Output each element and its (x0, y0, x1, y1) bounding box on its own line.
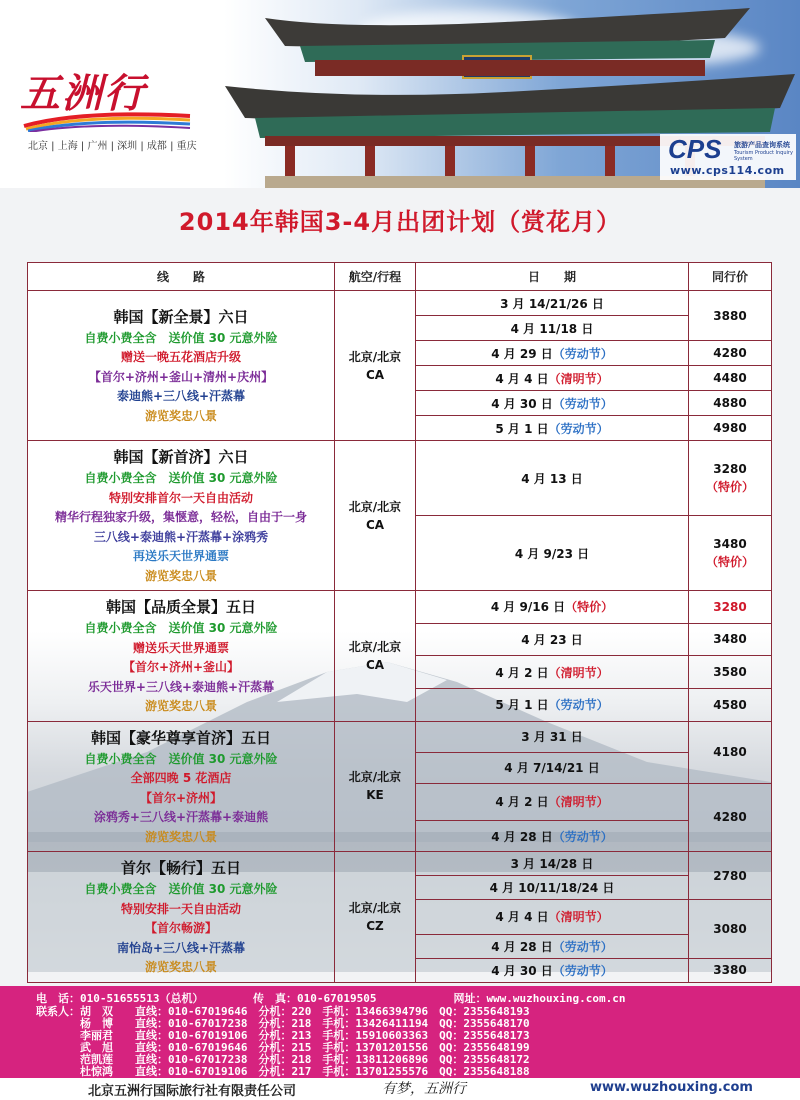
holiday-tag: （劳动节） (548, 421, 609, 436)
airline-code: CA (365, 657, 385, 672)
route-detail-line: 乐天世界+三八线+泰迪熊+汗蒸幕 (87, 679, 275, 694)
price-cell (689, 688, 772, 721)
route-cell (28, 852, 335, 983)
price-cell (689, 900, 772, 959)
contact-line: 李丽君 直线：010-67019106 分机：213 手机：15910603363 QQ：2355648173 (36, 1029, 530, 1042)
cps-url: www.cps114.com (670, 164, 785, 177)
price-value: 3480 (713, 537, 747, 551)
route-cell (28, 591, 335, 722)
route-detail-line: 泰迪熊+三八线+汗蒸幕 (116, 389, 246, 404)
route-detail-line: 全部四晚 5 花酒店 (130, 771, 232, 785)
price-value: 3580 (713, 665, 747, 680)
air-cell (335, 852, 416, 983)
holiday-tag: （劳动节） (552, 346, 613, 361)
price-cell (689, 591, 772, 624)
table-row (28, 291, 772, 316)
logo-text: 五洲行 (20, 70, 146, 117)
price-value: 3380 (713, 963, 747, 977)
price-note: （特价） (705, 555, 754, 569)
date-cell (416, 291, 689, 316)
date-cell (416, 783, 689, 821)
date-cell (416, 852, 689, 876)
price-value: 4280 (713, 810, 747, 825)
route-detail-line: 特别安排首尔一天自由活动 (108, 490, 253, 505)
route-detail-line: 游览奖忠八景 (144, 960, 217, 974)
date-cell (416, 721, 689, 752)
date-cell (416, 591, 689, 624)
airline-code: KE (366, 788, 384, 803)
route-detail-line: 赠送乐天世界通票 (132, 640, 229, 655)
date-cell (416, 441, 689, 516)
route-detail-line: 精华行程独家升级，集惬意，轻松，自由于一身 (54, 510, 307, 524)
price-cell (689, 623, 772, 656)
route-detail-line: 游览奖忠八景 (144, 829, 217, 844)
date-cell (416, 821, 689, 852)
holiday-tag: （特价） (565, 600, 614, 615)
cps-subtitle-cn: 旅游产品查询系统 (734, 141, 790, 149)
departure-date: 4 月 2 日 (495, 795, 549, 810)
price-value: 3880 (713, 308, 747, 323)
route-detail-line: 三八线+泰迪熊+汗蒸幕+涂鸦秀 (93, 529, 269, 544)
date-cell (416, 623, 689, 656)
table-body (28, 291, 772, 983)
tour-plan-table (27, 262, 772, 983)
price-cell (689, 416, 772, 441)
contact-line: 杜惊鸿 直线：010-67019106 分机：217 手机：13701255576 QQ：2355648188 (36, 1065, 530, 1078)
price-value: 4580 (713, 697, 747, 712)
footer-bottom-bar (0, 1078, 800, 1100)
website-link[interactable]: www.wuzhouxing.com (590, 1080, 753, 1095)
route-detail-line: 再送乐天世界通票 (132, 549, 229, 563)
contact-line: 杨 博 直线：010-67017238 分机：218 手机：13426411194 QQ：2355648170 (36, 1017, 530, 1030)
date-cell (416, 391, 689, 416)
holiday-tag: （劳动节） (552, 396, 613, 411)
route-detail-line: 自费小费全含 送价值 30 元意外险 (84, 751, 278, 766)
airline-code: CA (365, 367, 385, 382)
departure-date: 4 月 28 日 (491, 829, 553, 844)
slogan: 有梦，五洲行 (382, 1081, 466, 1097)
header-date: 日 期 (416, 263, 689, 291)
date-cell (416, 900, 689, 935)
price-value: 3280 (713, 599, 747, 614)
price-value: 4280 (713, 346, 747, 360)
company-logo (20, 62, 200, 142)
price-value: 2780 (713, 868, 747, 883)
date-cell (416, 656, 689, 689)
table-header-row (28, 263, 772, 291)
table-row (28, 852, 772, 876)
air-route: 北京/北京 (348, 900, 402, 915)
price-cell (689, 441, 772, 516)
departure-date: 4 月 4 日 (495, 371, 549, 386)
contact-line: 武 旭 直线：010-67019646 分机：215 手机：13701201556 QQ：2355648199 (36, 1041, 530, 1054)
logo-cities: 北京 | 上海 | 广州 | 深圳 | 成都 | 重庆 (28, 141, 197, 152)
date-cell (416, 516, 689, 591)
date-cell (416, 934, 689, 958)
price-cell (689, 958, 772, 982)
departure-date: 4 月 29 日 (491, 346, 553, 361)
airline-code: CA (365, 517, 385, 532)
date-cell (416, 876, 689, 900)
route-detail-line: 【首尔+济州+釜山+清州+庆州】 (88, 369, 274, 384)
route-detail-line: 南怡岛+三八线+汗蒸幕 (116, 940, 246, 955)
date-cell (416, 752, 689, 783)
header-route: 线 路 (28, 263, 335, 291)
route-title: 韩国【新首济】六日 (113, 448, 249, 466)
route-detail-line: 【首尔+济州】 (139, 790, 223, 805)
airline-code: CZ (366, 918, 384, 933)
date-cell (416, 958, 689, 982)
departure-date: 4 月 30 日 (491, 396, 553, 411)
departure-date: 5 月 1 日 (495, 698, 549, 713)
route-detail-line: 【首尔+济州+釜山】 (122, 660, 240, 674)
route-title: 首尔【畅行】五日 (120, 859, 241, 877)
air-route: 北京/北京 (348, 499, 402, 514)
route-cell (28, 291, 335, 441)
air-cell (335, 441, 416, 591)
cps-badge (660, 134, 796, 180)
price-value: 4880 (713, 396, 747, 410)
header-banner (0, 0, 800, 188)
table-row (28, 441, 772, 516)
departure-date: 4 月 28 日 (491, 939, 553, 954)
page-title: 2014年韩国3-4月出团计划（赏花月） (178, 208, 622, 236)
route-title: 韩国【新全景】六日 (113, 307, 249, 326)
holiday-tag: （劳动节） (552, 963, 613, 978)
price-value: 4180 (713, 745, 747, 759)
route-cell (28, 721, 335, 852)
air-route: 北京/北京 (348, 349, 402, 364)
departure-date: 5 月 1 日 (495, 421, 549, 436)
price-value: 3080 (713, 921, 747, 936)
date-cell (416, 416, 689, 441)
holiday-tag: （清明节） (548, 665, 609, 680)
route-detail-line: 涂鸦秀+三八线+汗蒸幕+泰迪熊 (93, 810, 269, 824)
price-cell (689, 291, 772, 341)
price-value: 4980 (713, 421, 747, 435)
air-cell (335, 591, 416, 722)
date-cell (416, 366, 689, 391)
price-note: （特价） (705, 480, 754, 494)
date-cell (416, 341, 689, 366)
cps-subtitle-en: Tourism Product Inquiry System (734, 150, 793, 162)
route-detail-line: 赠送一晚五花酒店升级 (120, 350, 241, 365)
header-air: 航空/行程 (335, 263, 416, 291)
route-title: 韩国【豪华尊享首济】五日 (90, 728, 271, 747)
holiday-tag: （清明节） (548, 910, 609, 925)
price-cell (689, 391, 772, 416)
route-detail-line: 自费小费全含 送价值 30 元意外险 (84, 471, 278, 485)
price-cell (689, 656, 772, 689)
price-value: 4480 (713, 371, 747, 385)
departure-date: 4 月 2 日 (495, 665, 549, 680)
company-name: 北京五洲行国际旅行社有限责任公司 (88, 1084, 297, 1099)
holiday-tag: （劳动节） (552, 939, 613, 954)
price-cell (689, 516, 772, 591)
departure-date: 4 月 7/14/21 日 (504, 761, 600, 775)
departure-date: 4 月 30 日 (491, 963, 553, 978)
route-detail-line: 【首尔畅游】 (144, 921, 217, 935)
departure-date: 4 月 9/16 日 (490, 600, 566, 615)
air-cell (335, 291, 416, 441)
cps-subtitle (734, 140, 796, 162)
route-detail-line: 自费小费全含 送价值 30 元意外险 (84, 882, 278, 896)
price-cell (689, 341, 772, 366)
contact-line: 范凯莲 直线：010-67017238 分机：218 手机：13811206896 QQ：2355648172 (36, 1053, 530, 1066)
date-cell (416, 316, 689, 341)
route-title: 韩国【品质全景】五日 (105, 598, 256, 616)
departure-date: 4 月 4 日 (495, 910, 549, 925)
footer-phone-line: 电 话：010-51655513（总机） 传 真：010-67019505 网址：www.wuzhouxing.com.cn (36, 992, 626, 1005)
rainbow-swoosh-icon (22, 108, 192, 132)
holiday-tag: （劳动节） (552, 829, 613, 844)
table-row (28, 721, 772, 752)
price-value: 3280 (713, 462, 747, 476)
route-detail-line: 自费小费全含 送价值 30 元意外险 (84, 621, 278, 635)
cps-logo: CPS (668, 134, 722, 164)
departure-date: 4 月 13 日 (521, 471, 583, 486)
air-cell (335, 721, 416, 852)
departure-date: 4 月 23 日 (521, 632, 583, 647)
route-detail-line: 自费小费全含 送价值 30 元意外险 (84, 330, 278, 345)
holiday-tag: （清明节） (548, 371, 609, 386)
price-cell (689, 852, 772, 900)
departure-date: 3 月 14/28 日 (510, 857, 594, 871)
holiday-tag: （清明节） (548, 795, 609, 810)
contact-line: 联系人：胡 双 直线：010-67019646 分机：220 手机：13466394796 QQ：2355648193 (36, 1005, 530, 1018)
air-route: 北京/北京 (348, 770, 402, 785)
route-detail-line: 特别安排一天自由活动 (120, 901, 241, 916)
departure-date: 4 月 10/11/18/24 日 (489, 881, 615, 895)
date-cell (416, 688, 689, 721)
price-cell (689, 366, 772, 391)
route-detail-line: 游览奖忠八景 (144, 408, 217, 423)
route-cell (28, 441, 335, 591)
holiday-tag: （劳动节） (548, 698, 609, 713)
price-cell (689, 783, 772, 852)
price-cell (689, 721, 772, 783)
header-price: 同行价 (689, 263, 772, 291)
table-row (28, 591, 772, 624)
departure-date: 3 月 31 日 (521, 730, 583, 744)
departure-date: 3 月 14/21/26 日 (500, 296, 604, 311)
departure-date: 4 月 9/23 日 (514, 546, 590, 561)
route-detail-line: 游览奖忠八景 (144, 568, 217, 583)
departure-date: 4 月 11/18 日 (510, 321, 594, 336)
route-detail-line: 游览奖忠八景 (144, 699, 217, 713)
price-value: 3480 (713, 632, 747, 647)
air-route: 北京/北京 (348, 639, 402, 654)
